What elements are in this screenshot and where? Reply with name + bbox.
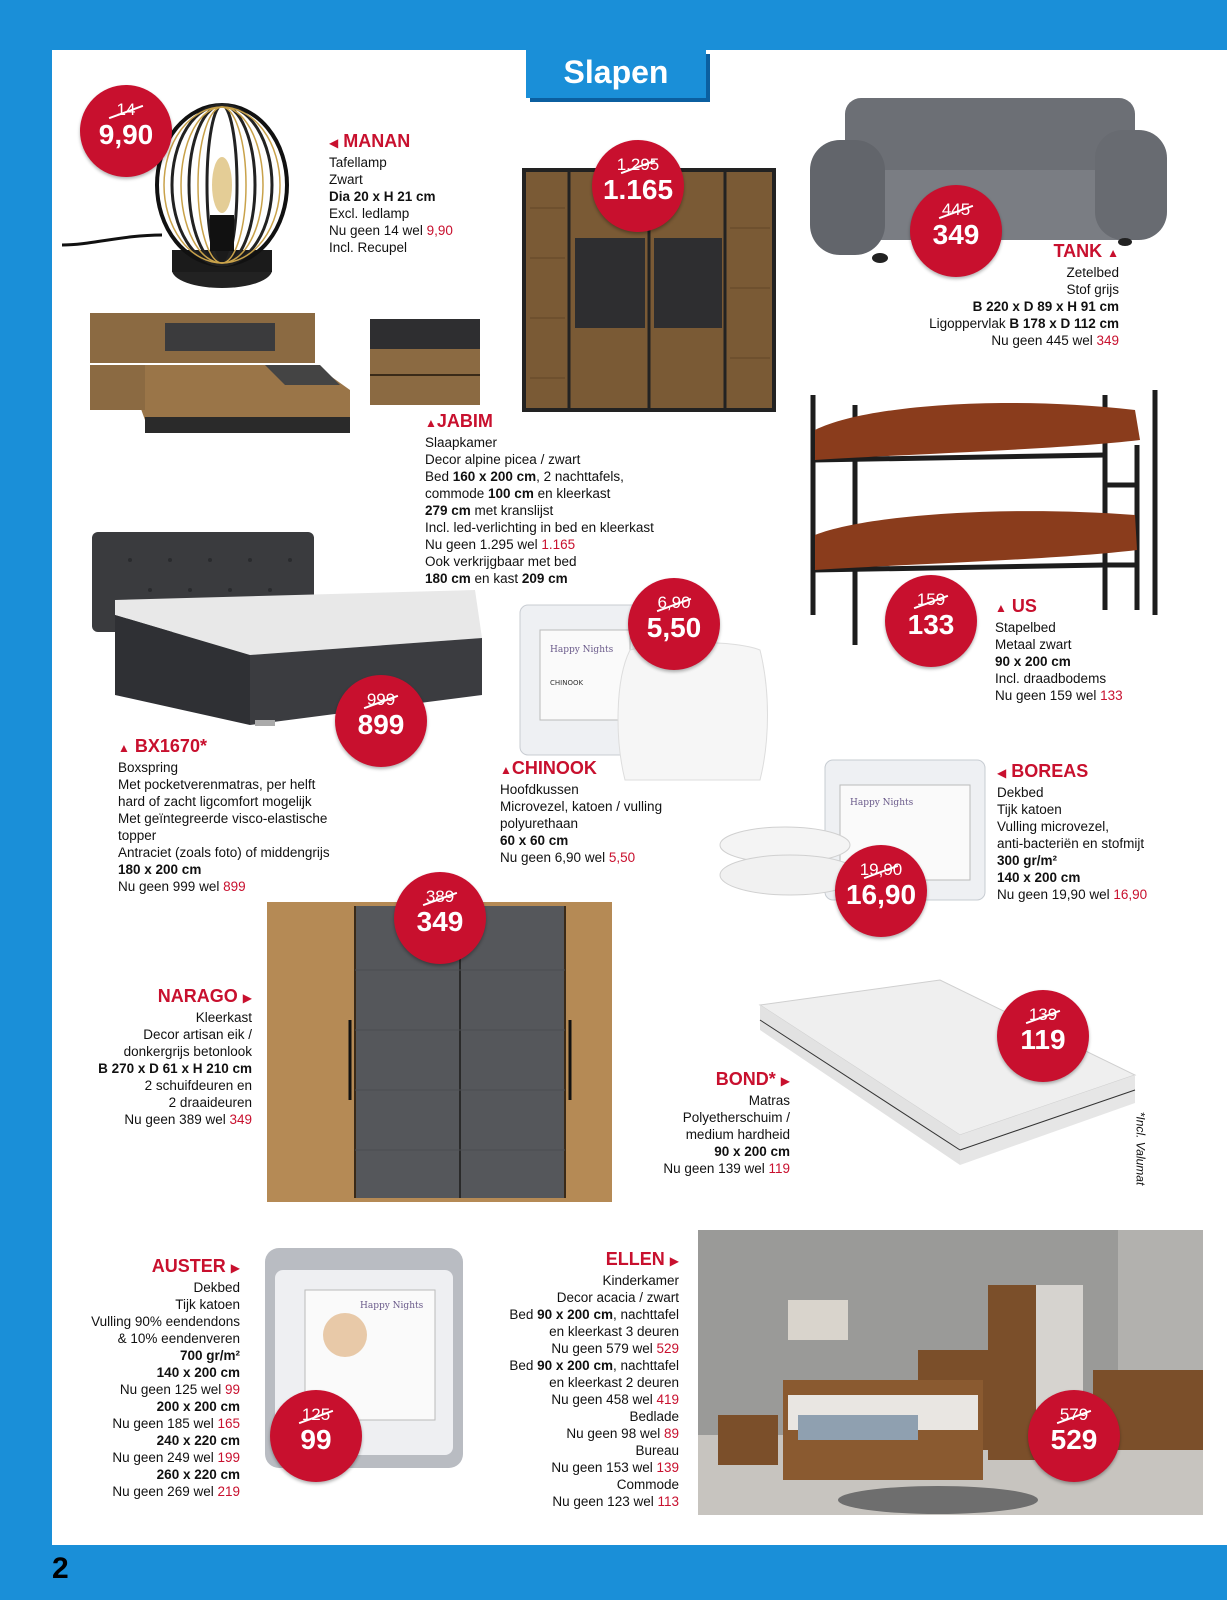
packaging-brand-label: Happy Nights <box>550 645 614 655</box>
price-badge-tank: 445 349 <box>910 185 1002 277</box>
product-name: NARAGO ▶ <box>157 986 252 1006</box>
product-chinook: ▲CHINOOK Hoofdkussen Microvezel, katoen / vulling polyurethaan 60 x 60 cm Nu geen 6,90 wel 5,50 <box>500 758 663 865</box>
packaging-brand-label: Happy Nights <box>850 798 914 808</box>
product-bond: BOND* ▶ Matras Polyetherschuim / medium hardheid 90 x 200 cm Nu geen 139 wel 119 <box>663 1069 790 1176</box>
packaging-brand-label: Happy Nights <box>360 1301 424 1311</box>
commode-image <box>368 317 483 407</box>
caret-up-icon: ▲ <box>118 741 130 755</box>
price-badge-jabim: 1.295 1.165 <box>592 140 684 232</box>
product-name: ▲ BX1670* <box>118 736 207 756</box>
product-bx1670: ▲ BX1670* Boxspring Met pocketverenmatras, per helft hard of zacht ligcomfort mogelijk Met geïntegreerde visco-elastische topper Antraciet (zoals foto) of middengrijs 180 x 200 cm Nu geen 999 wel 899 <box>118 736 330 894</box>
price-badge-boreas: 19,90 16,90 <box>835 845 927 937</box>
product-boreas: ◀ BOREAS Dekbed Tijk katoen Vulling microvezel, anti-bacteriën en stofmijt 300 gr/m² 140 x 200 cm Nu geen 19,90 wel 16,90 <box>997 761 1148 902</box>
product-name: TANK ▲ <box>1053 241 1119 261</box>
product-us: ▲ US Stapelbed Metaal zwart 90 x 200 cm Incl. draadbodems Nu geen 159 wel 133 <box>995 596 1123 703</box>
caret-right-icon: ▶ <box>669 1254 679 1268</box>
caret-right-icon: ▶ <box>242 991 252 1005</box>
price-badge-bond: 139 119 <box>997 990 1089 1082</box>
mattress-image <box>750 975 1145 1170</box>
product-narago: NARAGO ▶ Kleerkast Decor artisan eik / donkergrijs betonlook B 270 x D 61 x H 210 cm 2 schuifdeuren en 2 draaideuren Nu geen 389 wel 349 <box>98 986 252 1127</box>
product-manan: ◀ MANAN Tafellamp Zwart Dia 20 x H 21 cm Excl. ledlamp Nu geen 14 wel 9,90 Incl. Recupel <box>329 131 453 255</box>
footer-bar <box>0 1545 1227 1600</box>
price-badge-manan: 14 9,90 <box>80 85 172 177</box>
caret-right-icon: ▶ <box>780 1074 790 1088</box>
caret-up-icon: ▲ <box>995 601 1007 615</box>
caret-right-icon: ▶ <box>230 1261 240 1275</box>
product-auster: AUSTER ▶ Dekbed Tijk katoen Vulling 90% eendendons & 10% eendenveren 700 gr/m² 140 x 200 cm Nu geen 125 wel 99 200 x 200 cm Nu geen 185 wel 165 240 x 220 cm Nu geen 249 wel 199 260 x 220 cm Nu geen 269 wel 219 <box>91 1256 240 1499</box>
price-badge-us: 159 133 <box>885 575 977 667</box>
kids-room-image <box>698 1230 1203 1515</box>
price-badge-ellen: 579 529 <box>1028 1390 1120 1482</box>
caret-left-icon: ◀ <box>329 136 339 150</box>
product-name: ◀ BOREAS <box>997 761 1089 781</box>
product-name: ▲JABIM <box>425 411 493 431</box>
price-badge-chinook: 6,90 5,50 <box>628 578 720 670</box>
product-tank: TANK ▲ Zetelbed Stof grijs B 220 x D 89 x H 91 cm Ligoppervlak B 178 x D 112 cm Nu geen 445 wel 349 <box>929 241 1119 348</box>
product-name: AUSTER ▶ <box>151 1256 240 1276</box>
section-title: Slapen <box>526 50 706 98</box>
product-jabim: ▲JABIM Slaapkamer Decor alpine picea / zwart Bed 160 x 200 cm, 2 nachttafels, commode 100 cm en kleerkast 279 cm met kranslijst Incl. led-verlichting in bed en kleerkast Nu geen 1.295 wel 1.165 Ook verkrijgbaar met bed 180 cm en kast 209 cm <box>425 411 654 586</box>
packaging-product-label: CHINOOK <box>550 679 584 687</box>
price-badge-narago: 389 349 <box>394 872 486 964</box>
caret-up-icon: ▲ <box>425 416 437 430</box>
product-name: ▲CHINOOK <box>500 758 597 778</box>
price-badge-bx1670: 999 899 <box>335 675 427 767</box>
valumat-note: *Incl. Valumat <box>1133 1111 1148 1186</box>
product-name: ◀ MANAN <box>329 131 411 151</box>
product-name: ELLEN ▶ <box>605 1249 679 1269</box>
caret-up-icon: ▲ <box>500 763 512 777</box>
product-name: ▲ US <box>995 596 1037 616</box>
caret-up-icon: ▲ <box>1107 246 1119 260</box>
bedroom-set-image <box>85 305 360 440</box>
caret-left-icon: ◀ <box>997 766 1007 780</box>
page-number: 2 <box>52 1552 69 1585</box>
product-ellen: ELLEN ▶ Kinderkamer Decor acacia / zwart Bed 90 x 200 cm, nachttafel en kleerkast 3 deuren Nu geen 579 wel 529 Bed 90 x 200 cm, nachttafel en kleerkast 2 deuren Nu geen 458 wel 419 Bedlade Nu geen 98 wel 89 Bureau Nu geen 153 wel 139 Commode Nu geen 123 wel 113 <box>509 1249 679 1509</box>
price-badge-auster: 125 99 <box>270 1390 362 1482</box>
product-name: BOND* ▶ <box>715 1069 790 1089</box>
